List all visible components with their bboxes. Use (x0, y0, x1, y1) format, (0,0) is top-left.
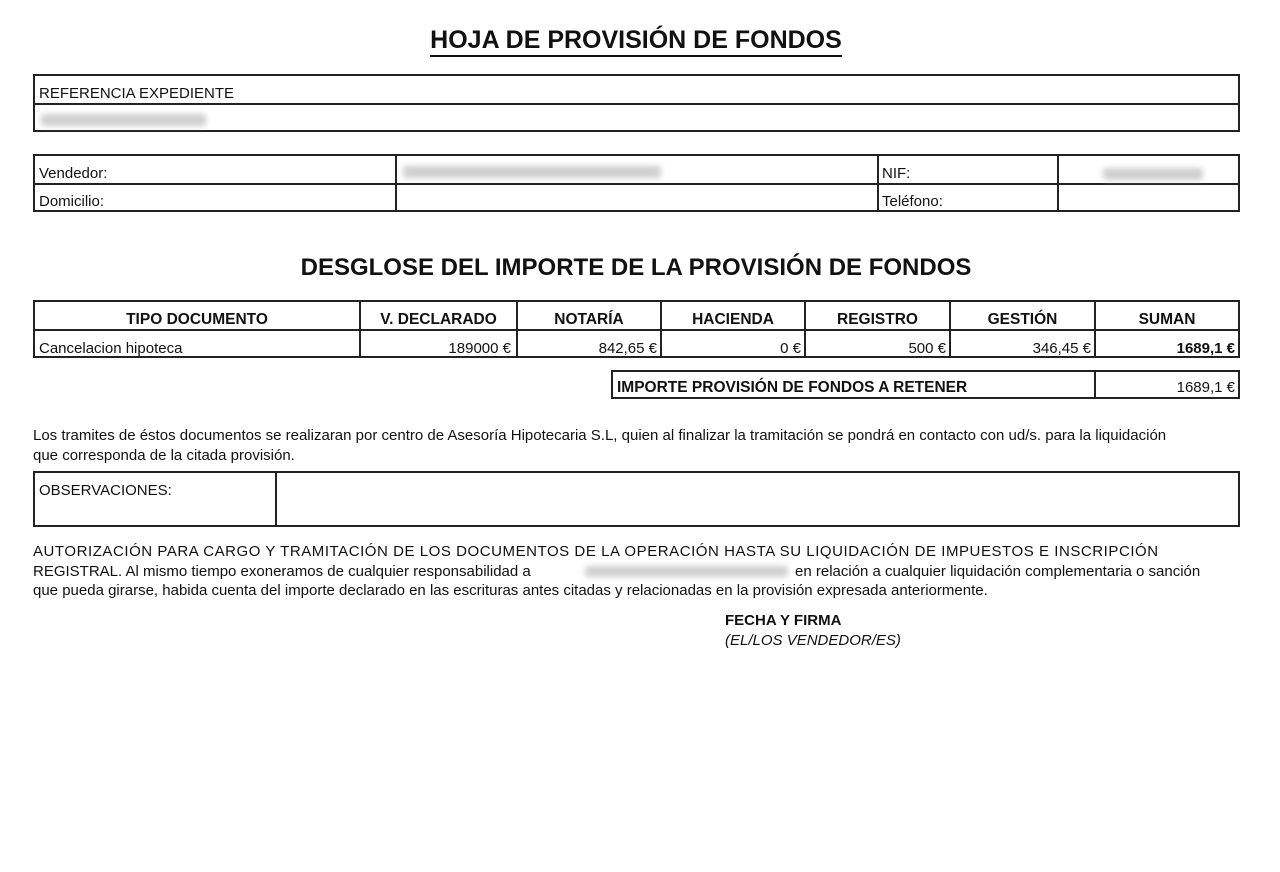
autorizacion-line-1: AUTORIZACIÓN PARA CARGO Y TRAMITACIÓN DE LOS DOCUMENTOS DE LA OPERACIÓN HASTA SU LIQUIDACIÓN DE IMPUESTOS E INSCRIPCIÓN (33, 543, 1159, 560)
desglose-title: DESGLOSE DEL IMPORTE DE LA PROVISIÓN DE FONDOS (300, 254, 972, 281)
row-suman: 1689,1 € (1176, 340, 1235, 357)
autorizacion-line-3: que pueda girarse, habida cuenta del importe declarado en las escrituras antes citadas y relacionadas en la provisión expresada anteriormente. (33, 582, 988, 599)
nif-redacted-value (1103, 168, 1203, 180)
retener-label: IMPORTE PROVISIÓN DE FONDOS A RETENER (617, 379, 968, 396)
header-tipo-documento: TIPO DOCUMENTO (126, 311, 268, 328)
row-hacienda: 0 € (780, 340, 801, 357)
firma-vendedores: (EL/LOS VENDEDOR/ES) (725, 632, 901, 649)
telefono-label: Teléfono: (882, 193, 943, 210)
vendedor-label: Vendedor: (39, 165, 108, 182)
row-v-declarado: 189000 € (448, 340, 511, 357)
firma-fecha: FECHA Y FIRMA (725, 612, 842, 629)
row-tipo-documento: Cancelacion hipoteca (39, 340, 183, 357)
observaciones-label: OBSERVACIONES: (39, 482, 172, 499)
page-title (0, 26, 1272, 55)
row-gestion: 346,45 € (1032, 340, 1091, 357)
autorizacion-line-2a: REGISTRAL. Al mismo tiempo exoneramos de cualquier responsabilidad a (33, 562, 531, 580)
autorizacion-paragraph (33, 542, 1240, 601)
tramites-paragraph: Los tramites de éstos documentos se realizaran por centro de Asesoría Hipotecaria S.L, quien al finalizar la tramitación se pondrá en contacto con ud/s. para la liquidación que corresponda de la citada provisión. (33, 427, 1167, 464)
referencia-redacted-value (41, 114, 206, 126)
header-notaria: NOTARÍA (554, 311, 624, 328)
retener-value: 1689,1 € (1176, 379, 1235, 396)
header-registro: REGISTRO (837, 311, 918, 328)
referencia-label: REFERENCIA EXPEDIENTE (39, 85, 235, 102)
desglose-table (33, 300, 1240, 358)
observaciones-box (33, 471, 1240, 527)
autorizacion-line-2b: en relación a cualquier liquidación complementaria o sanción (795, 562, 1201, 580)
row-registro: 500 € (908, 340, 946, 357)
nif-label: NIF: (882, 165, 911, 182)
header-hacienda: HACIENDA (692, 311, 774, 328)
vendedor-redacted-name (403, 166, 661, 178)
domicilio-label: Domicilio: (39, 193, 105, 210)
retener-box (611, 370, 1240, 399)
referencia-box (33, 74, 1240, 132)
page-title-text: HOJA DE PROVISIÓN DE FONDOS (430, 26, 842, 57)
vendedor-table (33, 154, 1240, 212)
header-v-declarado: V. DECLARADO (380, 311, 497, 328)
header-gestion: GESTIÓN (987, 311, 1058, 328)
autorizacion-line-2 (33, 562, 1240, 582)
row-notaria: 842,65 € (598, 340, 657, 357)
autorizacion-redacted-entity (585, 566, 788, 577)
header-suman: SUMAN (1138, 311, 1196, 328)
